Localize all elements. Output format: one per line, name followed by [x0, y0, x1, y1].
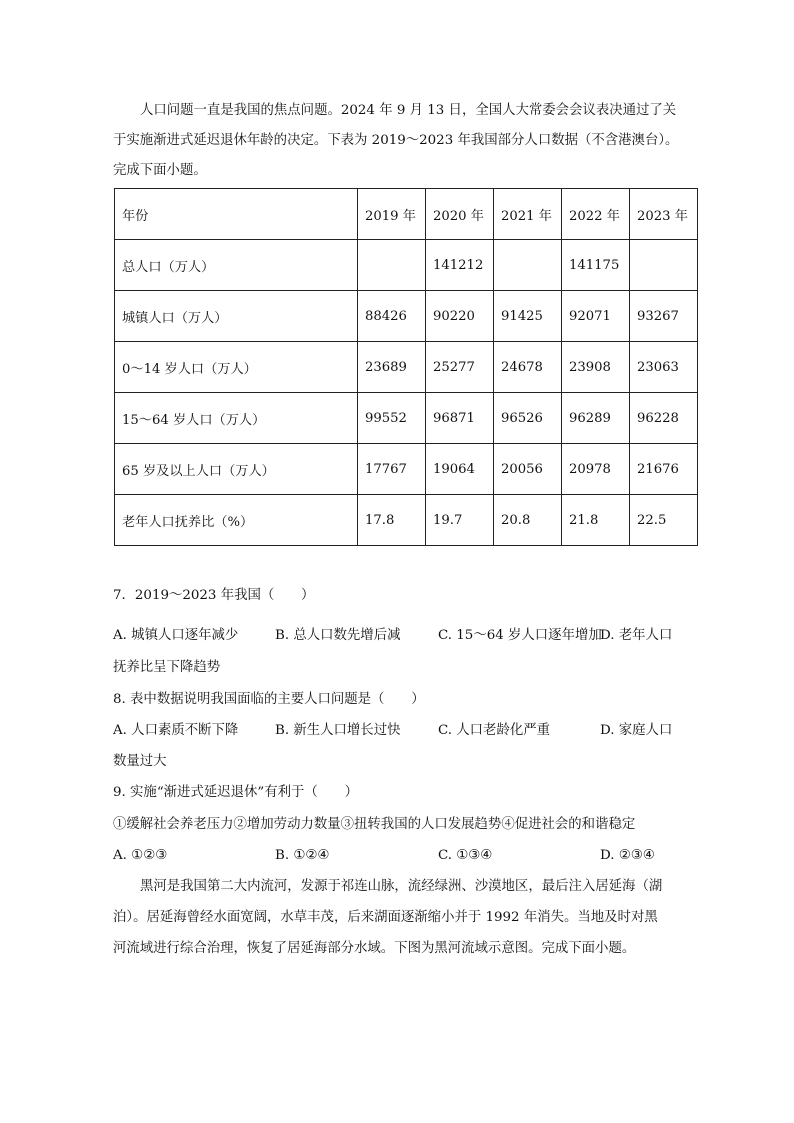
table-cell: 20.8 — [494, 495, 562, 546]
table-row-label: 老年人口抚养比（%） — [115, 495, 358, 546]
table-row — [115, 495, 698, 546]
q9-option-a: A. ①②③ — [113, 848, 168, 863]
q7-stem: 7．2019～2023 年我国（ ） — [113, 588, 315, 603]
q7-option-d-continued: 抚养比呈下降趋势 — [113, 660, 221, 675]
table-header-cell: 2019 年 — [358, 189, 426, 240]
table-row-label: 城镇人口（万人） — [115, 291, 358, 342]
table-cell: 17.8 — [358, 495, 426, 546]
q8-option-d: D. 家庭人口 — [600, 723, 673, 738]
table-cell: 20978 — [562, 444, 630, 495]
q8-option-d-continued: 数量过大 — [113, 754, 167, 769]
table-cell: 21.8 — [562, 495, 630, 546]
table-cell — [494, 240, 562, 291]
table-cell: 141175 — [562, 240, 630, 291]
table-row-label: 15～64 岁人口（万人） — [115, 393, 358, 444]
table-cell: 22.5 — [630, 495, 698, 546]
passage2-line-3: 河流域进行综合治理，恢复了居延海部分水域。下图为黑河流域示意图。完成下面小题。 — [113, 941, 636, 956]
q7-option-b: B. 总人口数先增后减 — [275, 628, 401, 643]
intro-line-2: 于实施渐进式延迟退休年龄的决定。下表为 2019～2023 年我国部分人口数据（不含港澳台）。 — [113, 133, 679, 148]
table-row-label: 65 岁及以上人口（万人） — [115, 444, 358, 495]
table-cell: 19064 — [426, 444, 494, 495]
table-cell: 25277 — [426, 342, 494, 393]
q7-option-a: A. 城镇人口逐年减少 — [113, 628, 239, 643]
table-cell: 23063 — [630, 342, 698, 393]
table-header-cell: 2023 年 — [630, 189, 698, 240]
table-cell: 19.7 — [426, 495, 494, 546]
table-cell: 91425 — [494, 291, 562, 342]
table-cell: 96289 — [562, 393, 630, 444]
table-cell: 141212 — [426, 240, 494, 291]
passage2-line-1: 黑河是我国第二大内流河，发源于祁连山脉，流经绿洲、沙漠地区，最后注入居延海（湖 — [140, 879, 663, 894]
table-header-cell: 2020 年 — [426, 189, 494, 240]
q8-option-b: B. 新生人口增长过快 — [275, 723, 401, 738]
q9-stem: 9. 实施“渐进式延迟退休”有利于（ ） — [113, 785, 358, 800]
table-cell: 96526 — [494, 393, 562, 444]
table-cell: 90220 — [426, 291, 494, 342]
table-row — [115, 291, 698, 342]
q9-option-c: C. ①③④ — [438, 848, 493, 863]
table-header-cell: 2021 年 — [494, 189, 562, 240]
q7-option-d: D. 老年人口 — [600, 628, 673, 643]
population-table — [114, 188, 698, 546]
q9-items: ①缓解社会养老压力②增加劳动力数量③扭转我国的人口发展趋势④促进社会的和谐稳定 — [113, 817, 636, 832]
table-cell: 17767 — [358, 444, 426, 495]
table-row — [115, 342, 698, 393]
table-cell: 21676 — [630, 444, 698, 495]
table-cell: 23908 — [562, 342, 630, 393]
table-cell: 96228 — [630, 393, 698, 444]
table-cell: 23689 — [358, 342, 426, 393]
q9-option-b: B. ①②④ — [275, 848, 330, 863]
intro-line-1: 人口问题一直是我国的焦点问题。2024 年 9 月 13 日，全国人大常委会会议表决通过了关 — [140, 103, 677, 118]
table-header-cell: 2022 年 — [562, 189, 630, 240]
table-cell — [358, 240, 426, 291]
table-header-cell: 年份 — [115, 189, 358, 240]
table-row — [115, 444, 698, 495]
table-row — [115, 240, 698, 291]
q8-stem: 8. 表中数据说明我国面临的主要人口问题是（ ） — [113, 692, 425, 707]
q9-option-d: D. ②③④ — [600, 848, 655, 863]
table-cell: 20056 — [494, 444, 562, 495]
table-cell: 92071 — [562, 291, 630, 342]
q7-option-c: C. 15～64 岁人口逐年增加 — [438, 628, 602, 643]
table-cell: 24678 — [494, 342, 562, 393]
table-row-label: 0～14 岁人口（万人） — [115, 342, 358, 393]
table-cell — [630, 240, 698, 291]
q8-option-a: A. 人口素质不断下降 — [113, 723, 239, 738]
q8-option-c: C. 人口老龄化严重 — [438, 723, 551, 738]
table-cell: 88426 — [358, 291, 426, 342]
table-cell: 96871 — [426, 393, 494, 444]
passage2-line-2: 泊）。居延海曾经水面宽阔，水草丰茂，后来湖面逐渐缩小并于 1992 年消失。当地及时对黑 — [113, 910, 658, 925]
table-cell: 93267 — [630, 291, 698, 342]
table-header-row — [115, 189, 698, 240]
table-cell: 99552 — [358, 393, 426, 444]
intro-line-3: 完成下面小题。 — [113, 163, 207, 178]
table-row-label: 总人口（万人） — [115, 240, 358, 291]
table-row — [115, 393, 698, 444]
